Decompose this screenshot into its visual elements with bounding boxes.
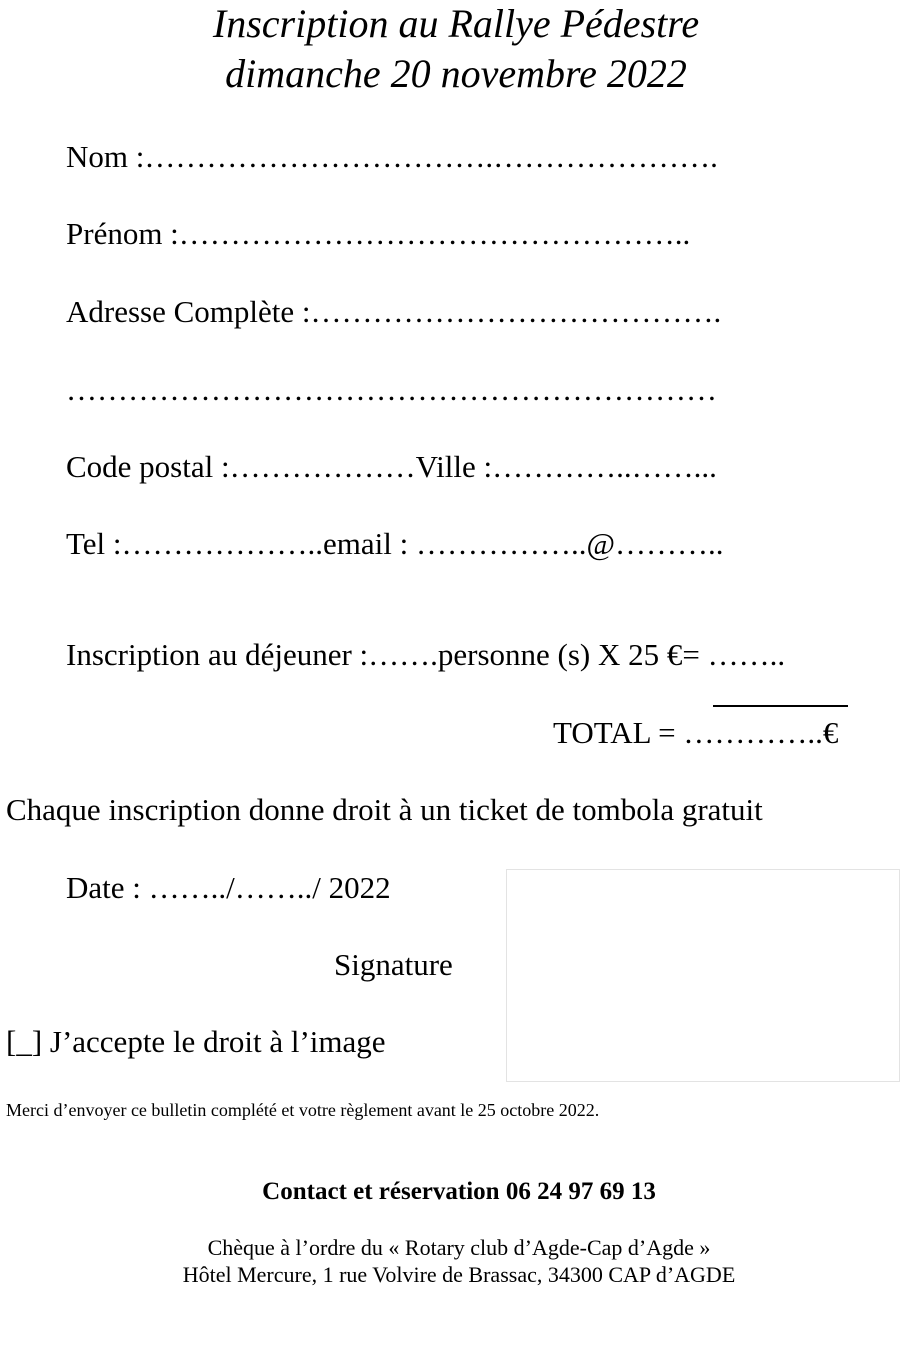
form-title-line2: dimanche 20 novembre 2022 [225, 51, 687, 96]
dejeuner-line: Inscription au déjeuner :…….personne (s) X 25 €= …….. [66, 637, 786, 672]
droit-image-checkbox-line: [_] J’accepte le droit à l’image [6, 1024, 386, 1059]
prenom-field: Prénom :………………………………………….. [66, 216, 691, 251]
total-underline [713, 705, 848, 707]
total-line: TOTAL = …………..€ [553, 715, 839, 750]
form-title-line1: Inscription au Rallye Pédestre [212, 1, 700, 46]
cheque-line: Chèque à l’ordre du « Rotary club d’Agde-Cap d’Agde » [207, 1235, 711, 1260]
merci-note: Merci d’envoyer ce bulletin complété et votre règlement avant le 25 octobre 2022. [6, 1100, 600, 1120]
adresse-field: Adresse Complète :…………………………………. [66, 294, 722, 329]
hotel-address-line: Hôtel Mercure, 1 rue Volvire de Brassac, 34300 CAP d’AGDE [182, 1262, 736, 1287]
date-field: Date : ……../……../ 2022 [66, 870, 391, 905]
code-postal-ville-field: Code postal :………………Ville :…………..……... [66, 449, 717, 484]
contact-line: Contact et réservation 06 24 97 69 13 [262, 1178, 656, 1205]
adresse-line2-field: ……………………………………………………… [66, 372, 717, 407]
tel-email-field: Tel :………………..email : ……………..@……….. [66, 526, 724, 561]
tombola-note: Chaque inscription donne droit à un ticket de tombola gratuit [6, 792, 763, 827]
signature-label: Signature [334, 947, 453, 982]
nom-field: Nom :…………………………….…………………. [66, 139, 718, 174]
signature-box [506, 869, 900, 1082]
